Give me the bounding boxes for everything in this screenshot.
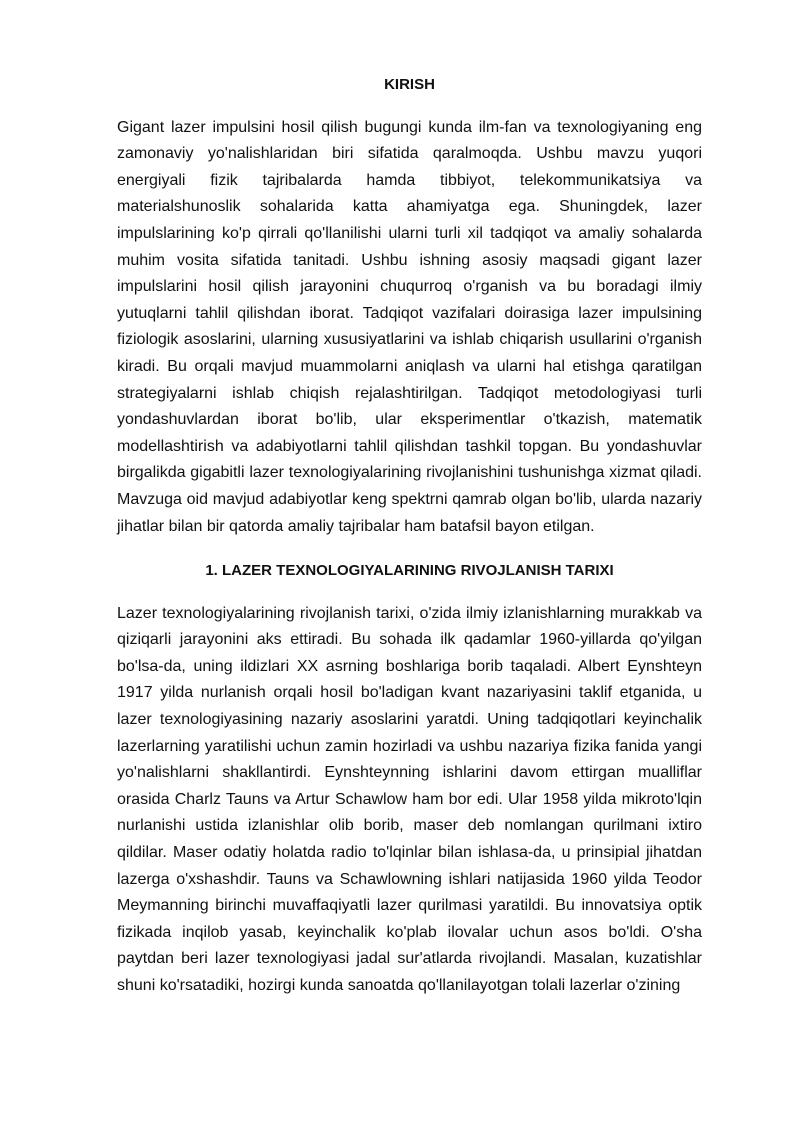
intro-heading: KIRISH: [384, 76, 435, 93]
intro-paragraph: Gigant lazer impulsini hosil qilish bugungi kunda ilm-fan va texnologiyaning eng zamonaviy yo'nalishlaridan biri sifatida qaralmoqda. Ushbu mavzu yuqori energiyali fizik tajribalarda hamda tibbiyot, telekommunikatsiya va materialshunoslik sohalarida katta ahamiyatga ega. Shuningdek, lazer impulslarining ko'p qirrali qo'llanilishi ularni turli xil tadqiqot va amaliy sohalarda muhim vosita sifatida tanitadi. Ushbu ishning asosiy maqsadi gigant lazer impulslarini hosil qilish jarayonini chuqurroq o'rganish va bu boradagi ilmiy yutuqlarni tahlil qilishdan iborat. Tadqiqot vazifalari doirasiga lazer impulsining fiziologik asoslarini, ularning xususiyatlarini va ishlab chiqarish usullarini o'rganish kiradi. Bu orqali mavjud muammolarni aniqlash va ularni hal etishga qaratilgan strategiyalarni ishlab chiqish rejalashtirilgan. Tadqiqot metodologiyasi turli yondashuvlardan iborat bo'lib, ular eksperimentlar o'tkazish, matematik modellashtirish va adabiyotlarni tahlil qilishdan tashkil topgan. Bu yondashuvlar birgalikda gigabitli lazer texnologiyalarining rivojlanishini tushunishga xizmat qiladi. Mavzuga oid mavjud adabiyotlar keng spektrni qamrab olgan bo'lib, ularda nazariy jihatlar bilan bir qatorda amaliy tajribalar ham batafsil bayon etilgan.: [117, 118, 702, 535]
document-page: [117, 72, 702, 1000]
section-1-paragraph: Lazer texnologiyalarining rivojlanish tarixi, o'zida ilmiy izlanishlarning murakkab va qiziqarli jarayonini aks ettiradi. Bu sohada ilk qadamlar 1960-yillarda qo'yilgan bo'lsa-da, uning ildizlari XX asrning boshlariga borib taqaladi. Albert Eynshteyn 1917 yilda nurlanish orqali hosil bo'ladigan kvant nazariyasini taklif etganida, u lazer texnologiyasining nazariy asoslarini yaratdi. Uning tadqiqotlari keyinchalik lazerlarning yaratilishi uchun zamin hozirladi va ushbu nazariya fizika fanida yangi yo'nalishlarni shakllantirdi. Eynshteynning ishlarini davom ettirgan mualliflar orasida Charlz Tauns va Artur Schawlow ham bor edi. Ular 1958 yilda mikroto'lqin nurlanishi ustida izlanishlar olib borib, maser deb nomlangan qurilmani ixtiro qildilar. Maser odatiy holatda radio to'lqinlar bilan ishlasa-da, u prinsipial jihatdan lazerga o'xshashdir. Tauns va Schawlowning ishlari natijasida 1960 yilda Teodor Meymanning birinchi muvaffaqiyatli lazer qurilmasi yaratildi. Bu innovatsiya optik fizikada inqilob yasab, keyinchalik ko'plab ilovalar uchun asos bo'ldi. O'sha paytdan beri lazer texnologiyasi jadal sur'atlarda rivojlandi. Masalan, kuzatishlar shuni ko'rsatadiki, hozirgi kunda sanoatda qo'llanilayotgan tolali lazerlar o'zining: [117, 604, 702, 994]
section-1-heading: 1. LAZER TEXNOLOGIYALARINING RIVOJLANISH TARIXI: [205, 562, 614, 580]
